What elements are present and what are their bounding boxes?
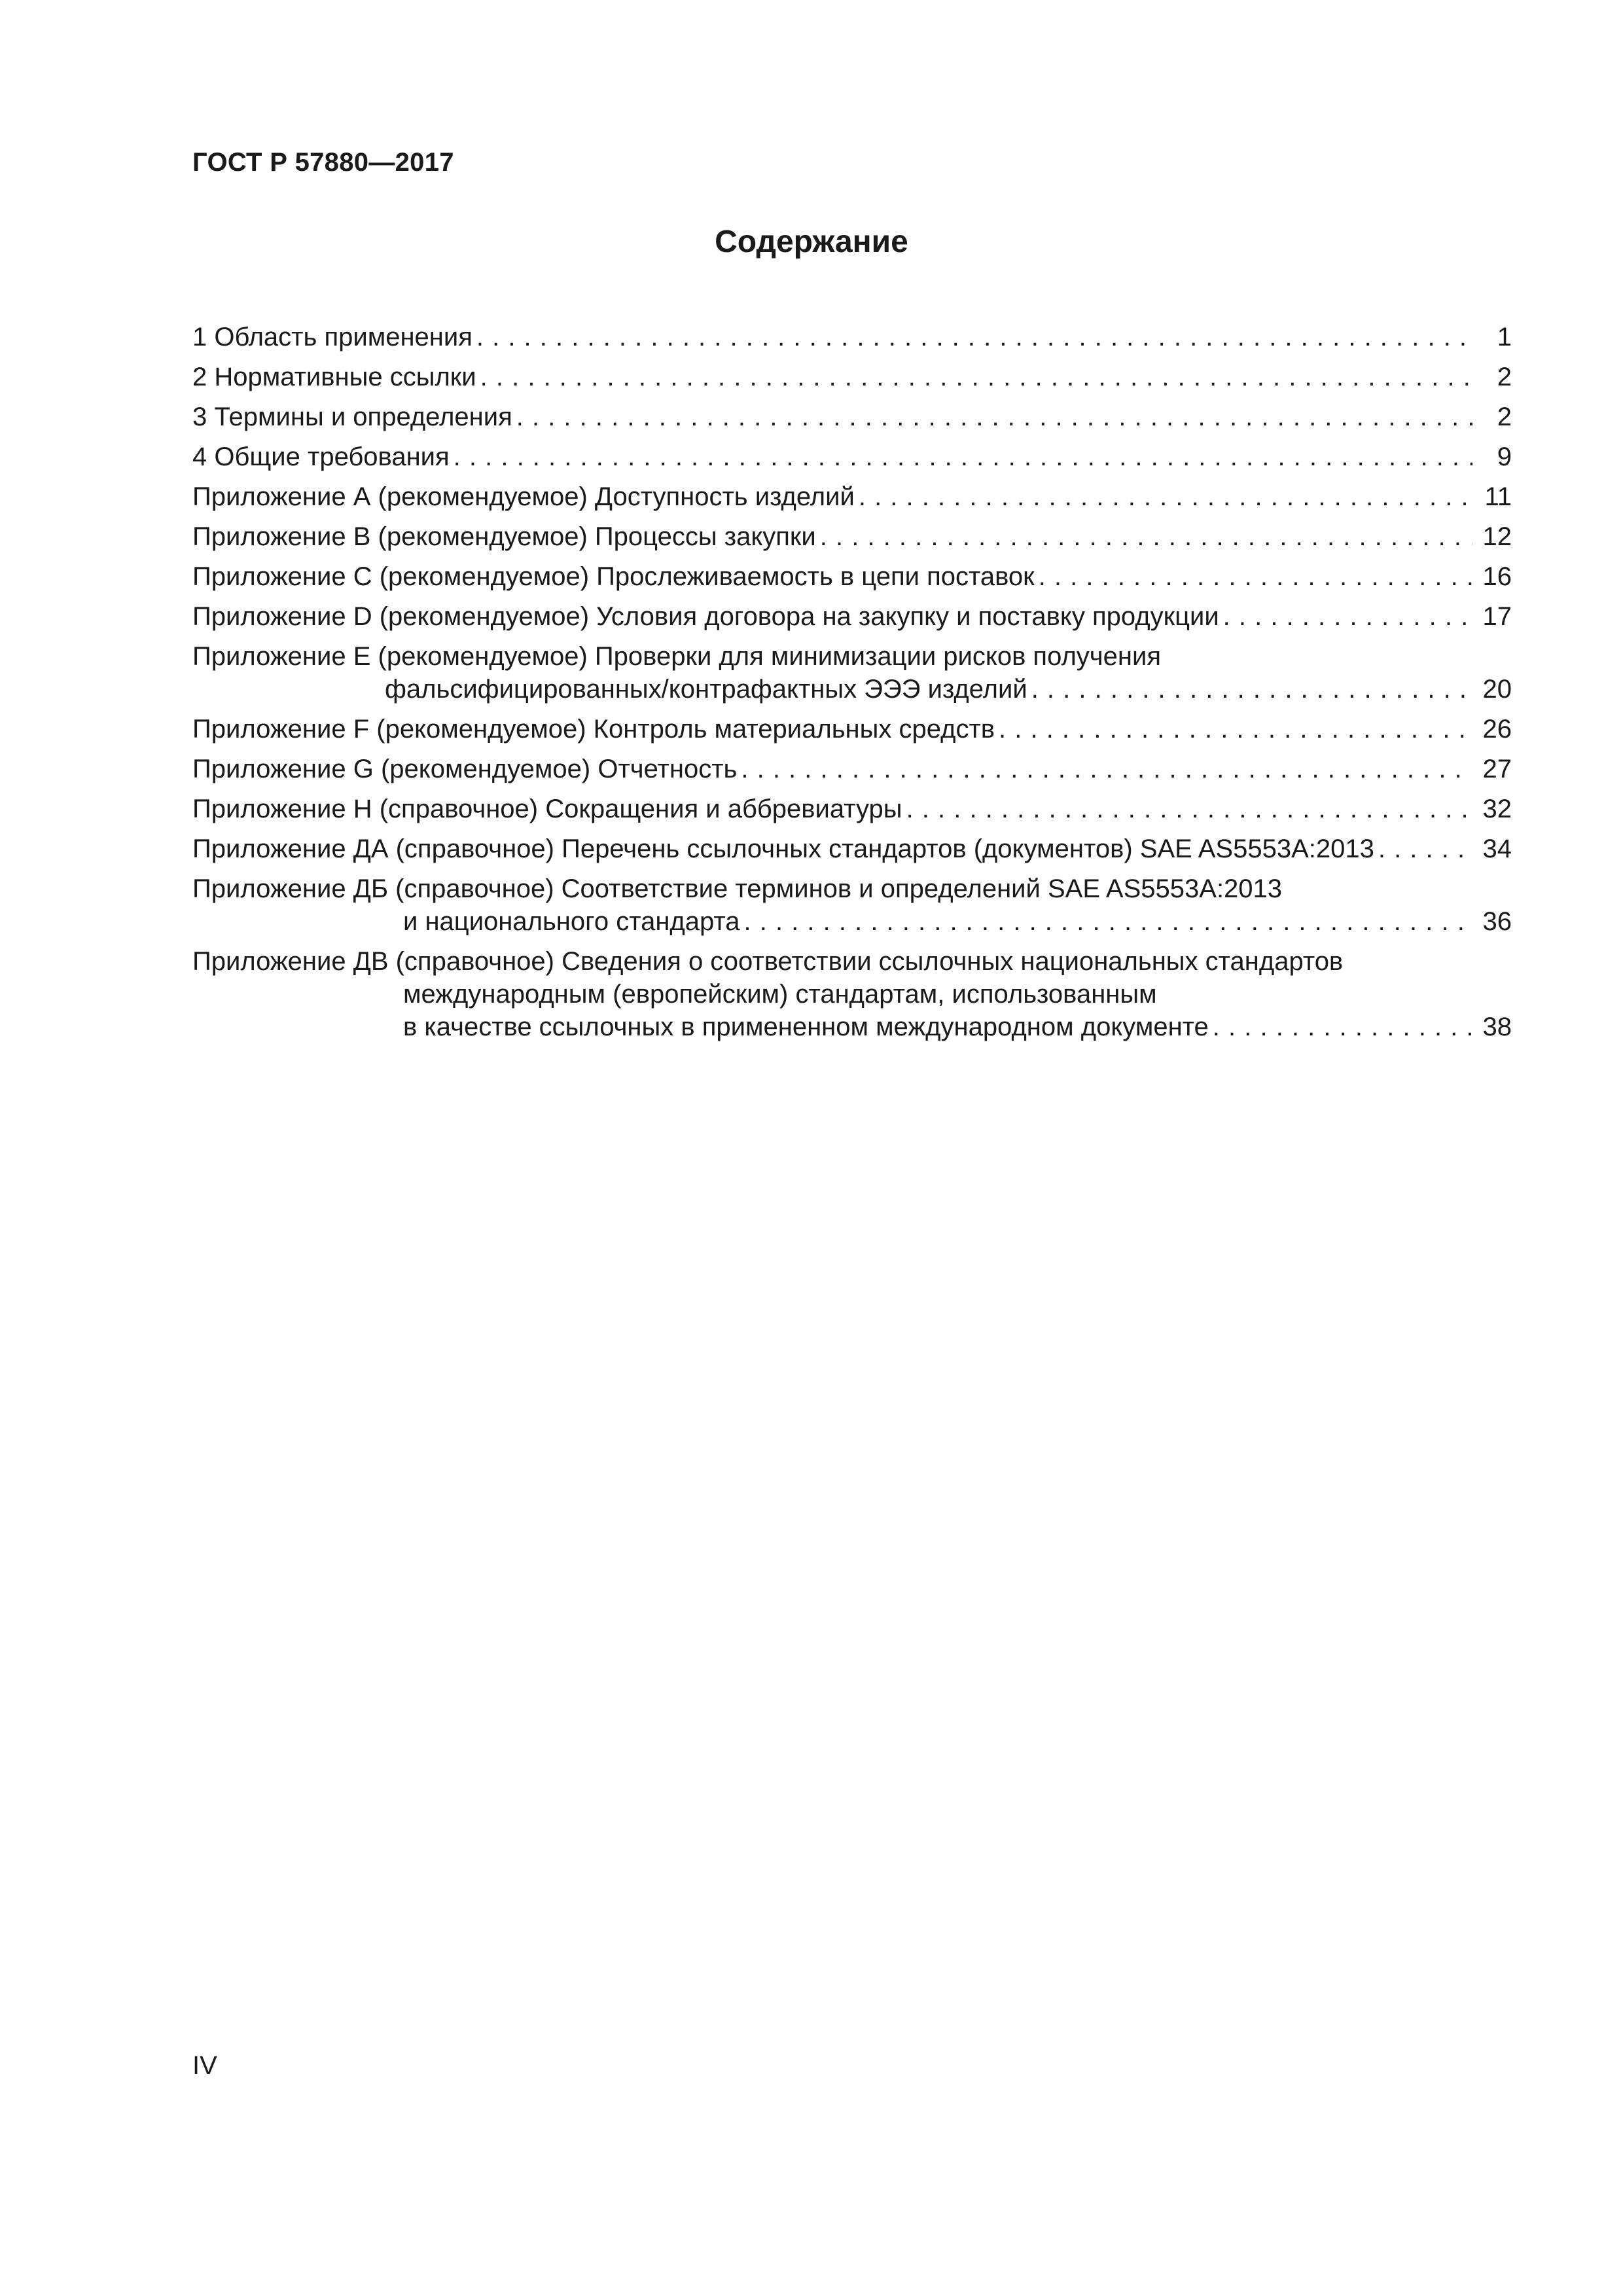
toc-entry-title: Приложение G (рекомендуемое) Отчетность [192,755,738,783]
toc-entry-title: Приложение А (рекомендуемое) Доступность изделий [192,482,855,511]
toc-page-number: 38 [1482,1013,1512,1041]
toc-entry[interactable] [192,321,1512,353]
toc-entry-title: Приложение Е (рекомендуемое) Проверки для минимизации рисков получения [192,642,1161,671]
toc-dot-leader [744,905,1473,938]
toc-page-number: 9 [1497,442,1512,471]
toc-page-number: 32 [1482,795,1512,823]
toc-entry[interactable] [192,872,1512,938]
toc-entry[interactable] [192,753,1512,785]
toc-dot-leader [859,480,1472,513]
toc-entry[interactable] [192,560,1512,593]
toc-page-number: 12 [1482,522,1512,551]
toc-entry-title: Приложение ДВ (справочное) Сведения о соответствии ссылочных национальных стандартов [192,947,1344,976]
document-code: ГОСТ Р 57880—2017 [192,148,454,177]
toc-entry-title-continuation: международным (европейским) стандартам, использованным [403,980,1157,1009]
toc-page-number: 16 [1482,562,1512,591]
toc-dot-leader [1039,560,1472,593]
toc-page-number: 11 [1484,482,1512,511]
toc-entry[interactable] [192,480,1512,513]
page-title: Содержание [715,224,908,259]
toc-entry[interactable] [192,833,1512,865]
toc-dot-leader [906,793,1472,825]
toc-entry-title: 3 Термины и определения [192,403,512,431]
toc-dot-leader [476,321,1472,353]
toc-entry-title: Приложение F (рекомендуемое) Контроль материальных средств [192,715,995,744]
toc-entry[interactable] [192,600,1512,633]
toc-entry[interactable] [192,440,1512,473]
toc-entry[interactable] [192,793,1512,825]
table-of-contents [192,321,1512,1050]
toc-entry[interactable] [192,401,1512,433]
toc-dot-leader [741,753,1472,785]
toc-entry[interactable] [192,640,1512,706]
toc-dot-leader [454,440,1472,473]
toc-entry-title: Приложение В (рекомендуемое) Процессы закупки [192,522,816,551]
toc-entry-title-continuation: фальсифицированных/контрафактных ЭЭЭ изделий [385,675,1027,704]
toc-page-number: 27 [1482,755,1512,783]
toc-page-number: 2 [1497,363,1512,391]
toc-dot-leader [820,520,1472,553]
toc-entry[interactable] [192,945,1512,1043]
toc-entry-title: 1 Область применения [192,323,473,351]
toc-entry-title: 2 Нормативные ссылки [192,363,476,391]
toc-dot-leader [1031,673,1472,706]
page-number: IV [192,2051,217,2080]
toc-entry-title-continuation: в качестве ссылочных в примененном международном документе [403,1013,1209,1041]
toc-entry-title: Приложение ДБ (справочное) Соответствие терминов и определений SAE AS5553A:2013 [192,874,1283,903]
toc-dot-leader [1223,600,1472,633]
toc-page-number: 2 [1497,403,1512,431]
toc-dot-leader [480,361,1472,393]
toc-entry[interactable] [192,520,1512,553]
toc-entry-title: 4 Общие требования [192,442,450,471]
toc-entry-title: Приложение D (рекомендуемое) Условия договора на закупку и поставку продукции [192,602,1219,631]
toc-page-number: 20 [1482,675,1512,704]
toc-dot-leader [1213,1011,1472,1043]
toc-page-number: 36 [1482,907,1512,936]
toc-page-number: 17 [1482,602,1512,631]
toc-page-number: 1 [1497,323,1512,351]
toc-entry-title: Приложение С (рекомендуемое) Прослеживаемость в цепи поставок [192,562,1035,591]
toc-page-number: 26 [1482,715,1512,744]
toc-entry-title: Приложение Н (справочное) Сокращения и аббревиатуры [192,795,902,823]
toc-dot-leader [1378,833,1472,865]
toc-page-number: 34 [1482,834,1512,863]
toc-dot-leader [999,713,1472,745]
toc-entry-title-continuation: и национального стандарта [403,907,740,936]
toc-entry-title: Приложение ДА (справочное) Перечень ссылочных стандартов (документов) SAE AS5553A:2013 [192,834,1374,863]
toc-dot-leader [516,401,1472,433]
toc-entry[interactable] [192,713,1512,745]
toc-entry[interactable] [192,361,1512,393]
